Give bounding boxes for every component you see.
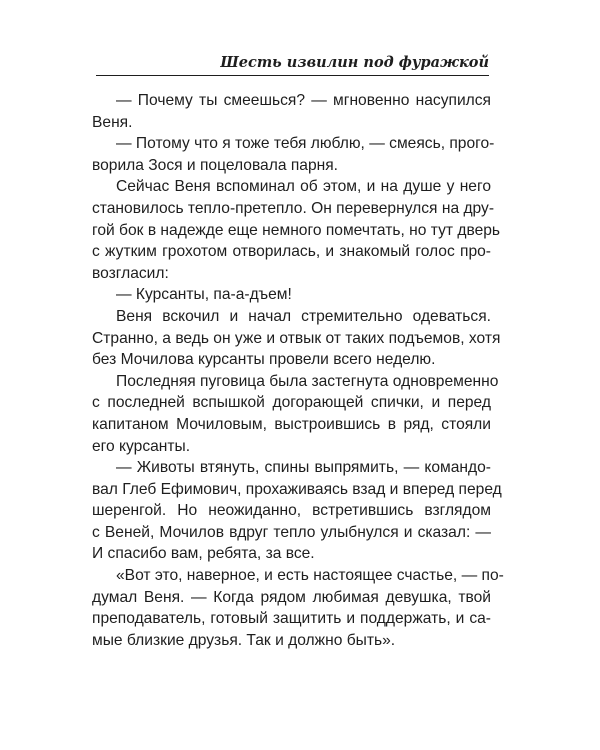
text-line: Странно, а ведь он уже и отвык от таких подъемов, хотя: [92, 329, 501, 347]
text-line: шеренгой. Но неожиданно, встретившись взглядом: [92, 502, 491, 520]
text-line: — Потому что я тоже тебя люблю, — смеясь, прого-: [116, 135, 495, 153]
paragraph: [92, 457, 502, 565]
paragraph: [92, 176, 501, 284]
text-line: Веня.: [92, 113, 133, 131]
paragraph: [92, 90, 491, 133]
text-line: с жутким грохотом отворилась, и знакомый голос про-: [92, 243, 491, 261]
text-line: — Животы втянуть, спины выпрямить, — командо-: [116, 459, 491, 477]
text-line: Веня вскочил и начал стремительно одеваться.: [116, 307, 491, 325]
text-line: мые близкие друзья. Так и должно быть».: [92, 631, 396, 649]
text-line: преподаватель, готовый защитить и поддержать, и са-: [92, 610, 491, 628]
text-line: «Вот это, наверное, и есть настоящее счастье, — по-: [116, 567, 504, 585]
body-text: [92, 90, 504, 651]
paragraph: [92, 306, 501, 371]
paragraph: [92, 371, 499, 457]
text-line: ворила Зося и поцеловала парня.: [92, 156, 339, 174]
text-line: его курсанты.: [92, 437, 191, 455]
text-line: с Веней, Мочилов вдруг тепло улыбнулся и сказал: —: [92, 523, 491, 541]
text-line: И спасибо вам, ребята, за все.: [92, 545, 315, 563]
text-line: с последней вспышкой догорающей спички, и перед: [92, 394, 491, 412]
text-line: становилось тепло-претепло. Он перевернулся на дру-: [92, 199, 495, 217]
running-head: Шесть извилин под фуражкой: [220, 54, 489, 71]
text-line: возгласил:: [92, 264, 169, 282]
header-rule: [96, 75, 489, 76]
text-line: гой бок в надежде еще немного помечтать, но тут дверь: [92, 221, 501, 239]
text-line: капитаном Мочиловым, выстроившись в ряд, стояли: [92, 415, 491, 433]
text-line: без Мочилова курсанты провели всего неделю.: [92, 351, 436, 369]
text-line: — Курсанты, па-а-дъем!: [116, 286, 292, 304]
text-line: Сейчас Веня вспоминал об этом, и на душе у него: [116, 178, 491, 196]
text-line: вал Глеб Ефимович, прохаживаясь взад и вперед перед: [92, 480, 502, 498]
text-line: думал Веня. — Когда рядом любимая девушка, твой: [92, 588, 491, 606]
paragraph: [92, 133, 495, 176]
paragraph: [92, 284, 491, 306]
paragraph: [92, 565, 504, 651]
text-line: — Почему ты смеешься? — мгновенно насупился: [116, 92, 491, 109]
text-line: Последняя пуговица была застегнута одновременно: [116, 372, 499, 390]
